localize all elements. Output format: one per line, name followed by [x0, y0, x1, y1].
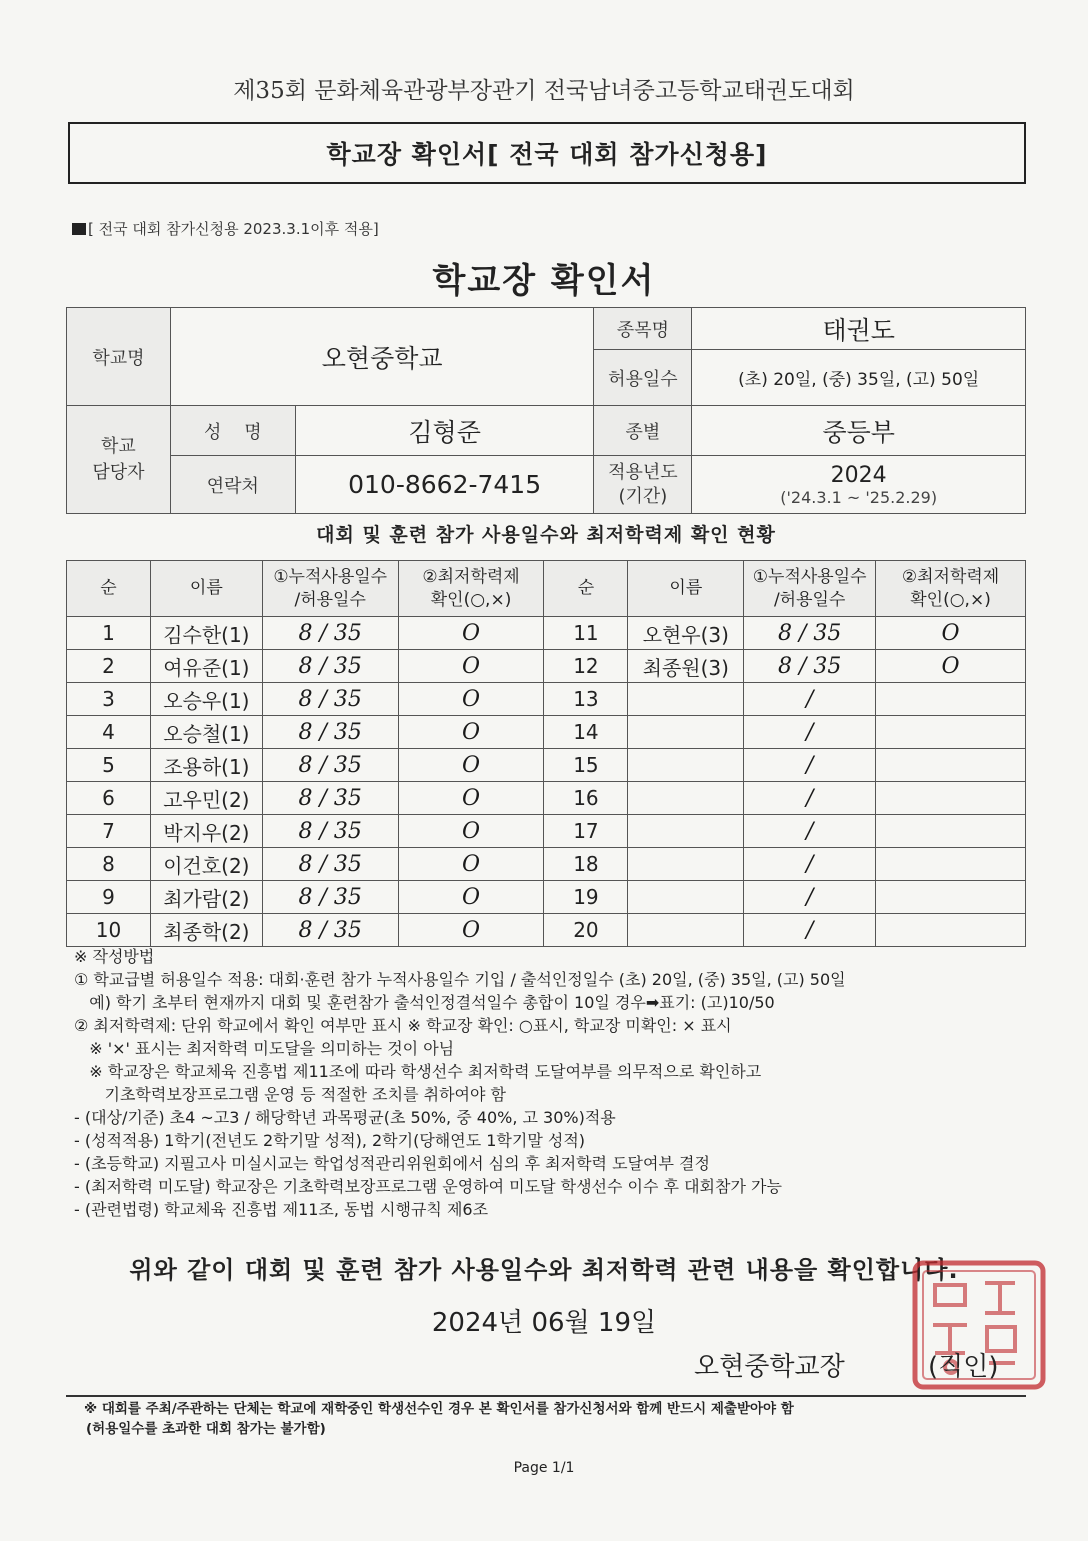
roster-header: [67, 561, 1026, 617]
row-days: /: [744, 716, 876, 749]
row-no: 12: [544, 650, 628, 683]
row-check: O: [398, 617, 544, 650]
principal-title: 오현중학교장: [694, 1352, 845, 1382]
row-days: /: [744, 815, 876, 848]
row-days: 8 / 35: [262, 815, 398, 848]
row-name: [628, 914, 744, 947]
row-no: 15: [544, 749, 628, 782]
sport-value: 태권도: [692, 308, 1026, 350]
row-check: O: [876, 650, 1026, 683]
row-check: O: [398, 848, 544, 881]
table-row: [67, 881, 1026, 914]
allowed-days: (초) 20일, (중) 35일, (고) 50일: [692, 350, 1026, 406]
row-days: 8 / 35: [262, 914, 398, 947]
row-no: 18: [544, 848, 628, 881]
instruction-line: ② 최저학력제: 단위 학교에서 확인 여부만 표시 ※ 학교장 확인: ○표시, 학교장 미확인: × 표시: [74, 1016, 732, 1035]
row-check: [876, 848, 1026, 881]
row-no: 8: [67, 848, 151, 881]
footer-notes: [84, 1399, 1044, 1439]
table-row: [67, 650, 1026, 683]
row-no: 3: [67, 683, 151, 716]
row-check: O: [398, 881, 544, 914]
table-row: [67, 749, 1026, 782]
table-row: [67, 815, 1026, 848]
row-no: 13: [544, 683, 628, 716]
header-no-right: 순: [544, 561, 628, 617]
row-check: [876, 914, 1026, 947]
year-label: 적용년도 (기간): [594, 456, 692, 514]
row-name: 여유준(1): [150, 650, 262, 683]
row-days: 8 / 35: [262, 881, 398, 914]
instruction-line: - (대상/기준) 초4 ~고3 / 해당학년 과목평균(초 50%, 중 40%, 고 30%)적용: [74, 1108, 616, 1127]
row-check: O: [398, 650, 544, 683]
table-row: [67, 848, 1026, 881]
page-number: Page 1/1: [513, 1460, 575, 1476]
row-check: O: [398, 716, 544, 749]
row-no: 7: [67, 815, 151, 848]
row-name: [628, 848, 744, 881]
allowed-label: 허용일수: [594, 350, 692, 406]
row-check: O: [398, 683, 544, 716]
row-check: [876, 683, 1026, 716]
row-name: [628, 782, 744, 815]
header-name: 이름: [150, 561, 262, 617]
row-days: 8 / 35: [262, 683, 398, 716]
row-check: [876, 881, 1026, 914]
row-name: 최가람(2): [150, 881, 262, 914]
row-days: 8 / 35: [262, 650, 398, 683]
instruction-line: - (초등학교) 지필고사 미실시교는 학업성적관리위원회에서 심의 후 최저학력 도달여부 결정: [74, 1154, 710, 1173]
header-check: ②최저학력제 확인(○,×): [398, 561, 544, 617]
row-no: 14: [544, 716, 628, 749]
header-days: ①누적사용일수 /허용일수: [262, 561, 398, 617]
year-period: ('24.3.1 ~ '25.2.29): [780, 487, 938, 507]
header-check-right: ②최저학력제 확인(○,×): [876, 561, 1026, 617]
row-name: [628, 749, 744, 782]
contact-label: 연락처: [170, 456, 295, 514]
row-no: 17: [544, 815, 628, 848]
row-no: 16: [544, 782, 628, 815]
division-label: 종별: [594, 406, 692, 456]
row-check: [876, 716, 1026, 749]
row-days: /: [744, 782, 876, 815]
instruction-line: 예) 학기 초부터 현재까지 대회 및 훈련참가 출석인정결석일수 총합이 10일 경우➡표기: (고)10/50: [74, 993, 775, 1012]
footer-line: ※ 대회를 주최/주관하는 단체는 학교에 재학중인 학생선수인 경우 본 확인서를 참가신청서와 함께 반드시 제출받아야 함: [84, 1401, 794, 1417]
row-check: O: [398, 782, 544, 815]
row-no: 6: [67, 782, 151, 815]
row-name: 김수한(1): [150, 617, 262, 650]
school-label: 학교명: [67, 308, 171, 406]
row-name: [628, 881, 744, 914]
table-row: [67, 782, 1026, 815]
application-note: [72, 218, 379, 239]
row-check: [876, 749, 1026, 782]
row-name: 오승철(1): [150, 716, 262, 749]
row-no: 10: [67, 914, 151, 947]
boxed-title: 학교장 확인서[ 전국 대회 참가신청용]: [68, 122, 1026, 184]
row-name: 조용하(1): [150, 749, 262, 782]
row-days: /: [744, 848, 876, 881]
event-title: 제35회 문화체육관광부장관기 전국남녀중고등학교태권도대회: [233, 78, 855, 104]
header-name-right: 이름: [628, 561, 744, 617]
table-row: [67, 617, 1026, 650]
table-row: [67, 716, 1026, 749]
row-name: [628, 716, 744, 749]
confirmation-statement: 위와 같이 대회 및 훈련 참가 사용일수와 최저학력 관련 내용을 확인합니다.: [129, 1256, 959, 1284]
row-name: [628, 683, 744, 716]
table-row: [67, 683, 1026, 716]
instruction-line: ※ 작성방법: [74, 947, 155, 966]
square-bullet-icon: [72, 223, 86, 235]
row-no: 5: [67, 749, 151, 782]
row-no: 1: [67, 617, 151, 650]
table-row: [67, 914, 1026, 947]
row-check: O: [398, 914, 544, 947]
instructions: [74, 945, 1034, 1221]
instruction-line: ① 학교급별 허용일수 적용: 대회·훈련 참가 누적사용일수 기입 / 출석인정일수 (초) 20일, (중) 35일, (고) 50일: [74, 970, 846, 989]
row-days: /: [744, 683, 876, 716]
row-name: 최종학(2): [150, 914, 262, 947]
issue-date: 2024년 06월 19일: [431, 1308, 657, 1338]
seal-label: (직인): [928, 1352, 999, 1382]
instruction-line: - (최저학력 미도달) 학교장은 기초학력보장프로그램 운영하여 미도달 학생선수 이수 후 대회참가 가능: [74, 1177, 782, 1196]
row-name: [628, 815, 744, 848]
year-value: 2024: [830, 462, 887, 488]
row-name: 최종원(3): [628, 650, 744, 683]
row-no: 19: [544, 881, 628, 914]
row-days: 8 / 35: [262, 617, 398, 650]
row-check: O: [398, 749, 544, 782]
row-days: /: [744, 881, 876, 914]
row-no: 4: [67, 716, 151, 749]
main-heading: 학교장 확인서: [432, 261, 656, 301]
footer-line: (허용일수를 초과한 대회 참가는 불가함): [86, 1421, 326, 1437]
row-days: 8 / 35: [744, 617, 876, 650]
row-name: 고우민(2): [150, 782, 262, 815]
row-name: 오현우(3): [628, 617, 744, 650]
header-days-right: ①누적사용일수 /허용일수: [744, 561, 876, 617]
row-no: 2: [67, 650, 151, 683]
row-no: 11: [544, 617, 628, 650]
instruction-line: 기초학력보장프로그램 운영 등 적절한 조치를 취하여야 함: [74, 1085, 506, 1104]
row-days: 8 / 35: [262, 749, 398, 782]
contact-value: 010-8662-7415: [295, 456, 594, 514]
row-name: 이건호(2): [150, 848, 262, 881]
row-days: 8 / 35: [262, 782, 398, 815]
instruction-line: - (성적적용) 1학기(전년도 2학기말 성적), 2학기(당해연도 1학기말 성적): [74, 1131, 586, 1150]
row-no: 20: [544, 914, 628, 947]
instruction-line: ※ '×' 표시는 최저학력 미도달을 의미하는 것이 아님: [74, 1039, 455, 1058]
row-name: 오승우(1): [150, 683, 262, 716]
row-days: /: [744, 749, 876, 782]
year-cell: [692, 456, 1026, 514]
manager-name-label: 성 명: [170, 406, 295, 456]
roster-table: [66, 560, 1026, 947]
instruction-line: ※ 학교장은 학교체육 진흥법 제11조에 따라 학생선수 최저학력 도달여부를 의무적으로 확인하고: [74, 1062, 762, 1081]
footer-divider: [66, 1395, 1026, 1397]
row-check: O: [398, 815, 544, 848]
row-days: 8 / 35: [744, 650, 876, 683]
manager-name: 김형준: [295, 406, 594, 456]
sport-label: 종목명: [594, 308, 692, 350]
application-note-text: [ 전국 대회 참가신청용 2023.3.1이후 적용]: [88, 220, 379, 238]
row-no: 9: [67, 881, 151, 914]
manager-label: 학교 담당자: [67, 406, 171, 514]
header-no: 순: [67, 561, 151, 617]
row-check: O: [876, 617, 1026, 650]
instruction-line: - (관련법령) 학교체육 진흥법 제11조, 동법 시행규칙 제6조: [74, 1200, 489, 1219]
table-title: 대회 및 훈련 참가 사용일수와 최저학력제 확인 현황: [316, 524, 776, 546]
row-name: 박지우(2): [150, 815, 262, 848]
row-check: [876, 782, 1026, 815]
row-days: 8 / 35: [262, 848, 398, 881]
info-table: [66, 307, 1026, 514]
row-days: 8 / 35: [262, 716, 398, 749]
school-name: 오현중학교: [170, 308, 594, 406]
row-days: /: [744, 914, 876, 947]
row-check: [876, 815, 1026, 848]
division-value: 중등부: [692, 406, 1026, 456]
